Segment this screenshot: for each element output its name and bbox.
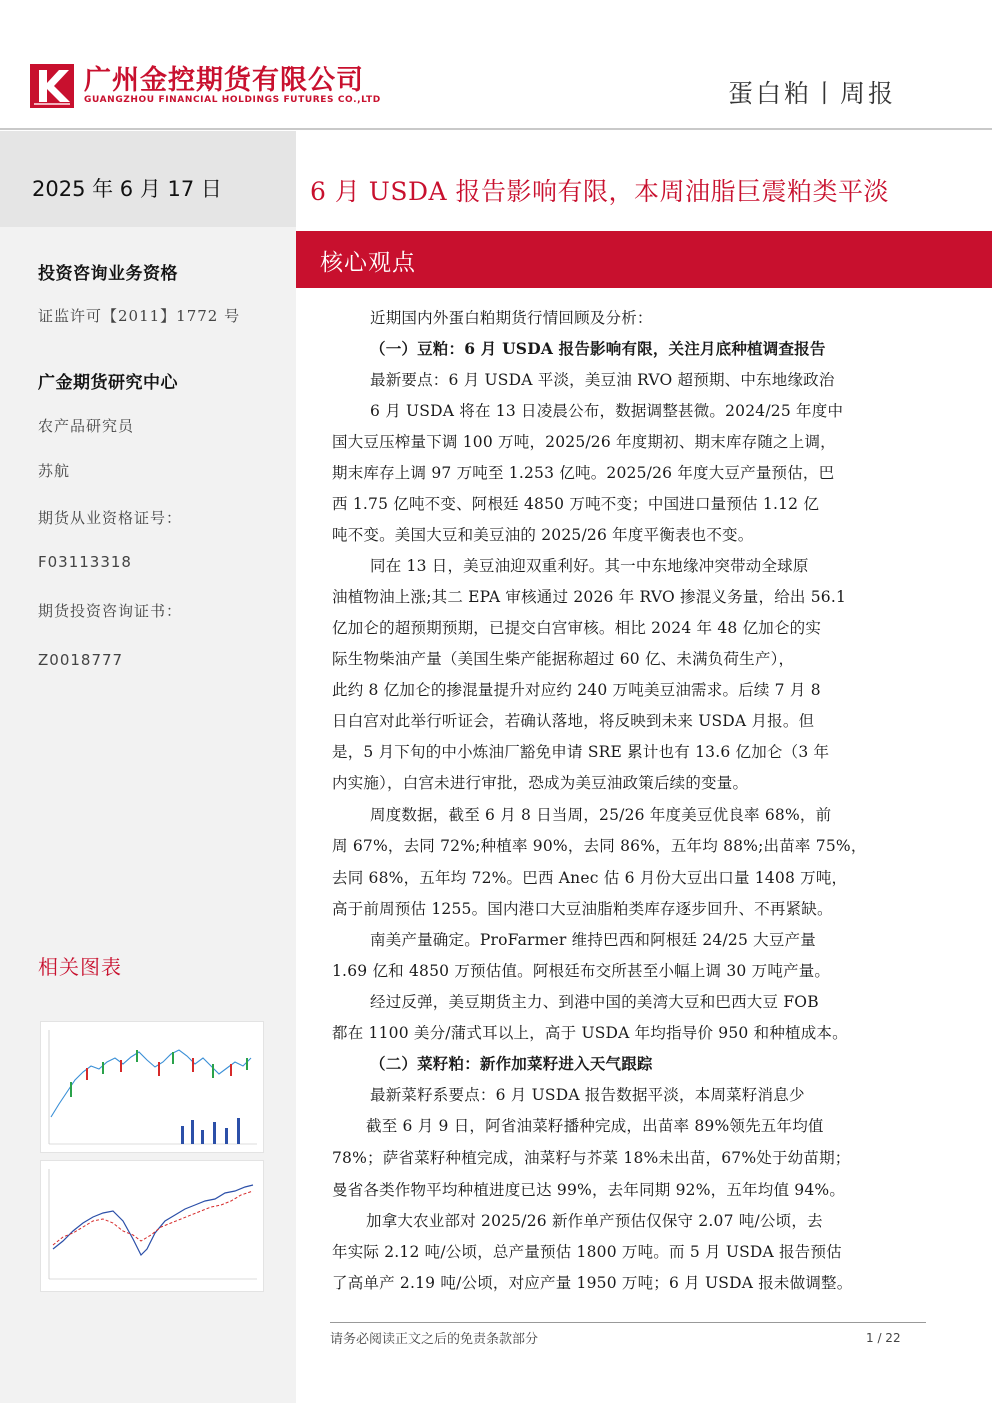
body-line: 期末库存上调 97 万吨至 1.253 亿吨。2025/26 年度大豆产量预估，巴	[332, 464, 835, 482]
body-line: 吨不变。美国大豆和美豆油的 2025/26 年度平衡表也不变。	[332, 526, 754, 544]
report-title: 6 月 USDA 报告影响有限，本周油脂巨震粕类平淡	[310, 177, 890, 206]
related-charts-title: 相关图表	[38, 955, 122, 979]
body-line: 最新要点：6 月 USDA 平淡，美豆油 RVO 超预期、中东地缘政治	[370, 371, 835, 389]
body-line: 曼省各类作物平均种植进度已达 99%，去年同期 92%，五年均值 94%。	[332, 1181, 846, 1199]
related-chart-thumbnail-2[interactable]	[40, 1160, 264, 1292]
body-line: 年实际 2.12 吨/公顷，总产量预估 1800 万吨。而 5 月 USDA 报告预估	[332, 1243, 842, 1261]
body-line: 内实施），白宫未进行审批，恐成为美豆油政策后续的变量。	[332, 774, 749, 792]
document-type: 蛋白粕丨周报	[727, 79, 896, 108]
core-views-label: 核心观点	[320, 250, 416, 276]
analyst-name: 苏航	[38, 462, 71, 480]
body-line: 油植物油上涨;其二 EPA 审核通过 2026 年 RVO 掺混义务量，给出 56.1	[332, 588, 847, 606]
body-line: 此约 8 亿加仑的掺混量提升对应约 240 万吨美豆油需求。后续 7 月 8	[332, 681, 821, 699]
advisory-cert-label: 期货投资咨询证书：	[38, 602, 183, 620]
body-line: 了高单产 2.19 吨/公顷，对应产量 1950 万吨；6 月 USDA 报未做调整。	[332, 1274, 853, 1292]
footer-disclaimer: 请务必阅读正文之后的免责条款部分	[330, 1332, 539, 1347]
body-line: 际生物柴油产量（美国生柴产能据称超过 60 亿、未满负荷生产），	[332, 650, 795, 668]
company-name-en: GUANGZHOU FINANCIAL HOLDINGS FUTURES CO.,LTD	[84, 95, 381, 105]
advisory-cert-number: Z0018777	[38, 651, 124, 669]
body-line: 同在 13 日，美豆油迎双重利好。其一中东地缘冲突带动全球原	[370, 557, 809, 575]
related-chart-thumbnail-1[interactable]	[40, 1021, 264, 1153]
body-line: 日白宫对此举行听证会，若确认落地，将反映到未来 USDA 月报。但	[332, 712, 815, 730]
section-heading-rapeseed-meal: （二）菜籽粕：新作加菜籽进入天气跟踪	[370, 1054, 653, 1073]
body-line: 高于前周预估 1255。国内港口大豆油脂粕类库存逐步回升、不再紧缺。	[332, 900, 833, 918]
body-line: 周度数据，截至 6 月 8 日当周，25/26 年度美豆优良率 68%，前	[370, 806, 832, 824]
body-line: 1.69 亿和 4850 万预估值。阿根廷布交所甚至小幅上调 30 万吨产量。	[332, 962, 831, 980]
analyst-role: 农产品研究员	[38, 417, 135, 435]
body-line: 6 月 USDA 将在 13 日凌晨公布，数据调整甚微。2024/25 年度中	[370, 402, 844, 420]
body-line: 南美产量确定。ProFarmer 维持巴西和阿根廷 24/25 大豆产量	[370, 931, 816, 949]
company-logo-icon	[30, 64, 74, 108]
body-line: 是，5 月下旬的中小炼油厂豁免申请 SRE 累计也有 13.6 亿加仑（3 年	[332, 743, 830, 761]
body-line: 加拿大农业部对 2025/26 新作单产预估仅保守 2.07 吨/公顷，去	[366, 1212, 823, 1230]
body-line: 亿加仑的超预期预期，已提交白宫审核。相比 2024 年 48 亿加仑的实	[332, 619, 822, 637]
body-line: 西 1.75 亿吨不变、阿根廷 4850 万吨不变；中国进口量预估 1.12 亿	[332, 495, 820, 513]
company-name-cn: 广州金控期货有限公司	[84, 65, 364, 96]
body-line: 周 67%，去同 72%;种植率 90%，去同 86%，五年均 88%;出苗率 75%，	[332, 837, 867, 855]
body-line: 都在 1100 美分/蒲式耳以上，高于 USDA 年均指导价 950 和种植成本。	[332, 1024, 848, 1042]
body-line: 最新菜籽系要点：6 月 USDA 报告数据平淡，本周菜籽消息少	[370, 1086, 805, 1104]
futures-cert-number: F03113318	[38, 553, 132, 571]
section-heading-soymeal: （一）豆粕：6 月 USDA 报告影响有限，关注月底种植调查报告	[370, 339, 826, 358]
body-line: 国大豆压榨量下调 100 万吨，2025/26 年度期初、期末库存随之上调，	[332, 433, 836, 451]
body-line: 近期国内外蛋白粕期货行情回顾及分析：	[370, 309, 653, 327]
footer-divider	[330, 1322, 926, 1323]
page-number: 1 / 22	[866, 1331, 901, 1345]
body-line: 截至 6 月 9 日，阿省油菜籽播种完成，出苗率 89%领先五年均值	[366, 1117, 824, 1135]
report-date: 2025 年 6 月 17 日	[32, 177, 222, 201]
body-line: 78%；萨省菜籽种植完成，油菜籽与芥菜 18%未出苗，67%处于幼苗期；	[332, 1149, 851, 1167]
license-number: 证监许可【2011】1772 号	[38, 307, 241, 325]
body-line: 去同 68%，五年均 72%。巴西 Anec 估 6 月份大豆出口量 1408 万吨，	[332, 869, 848, 887]
futures-cert-label: 期货从业资格证号：	[38, 509, 183, 527]
body-line: 经过反弹，美豆期货主力、到港中国的美湾大豆和巴西大豆 FOB	[370, 993, 819, 1011]
qualification-title: 投资咨询业务资格	[38, 264, 178, 284]
research-center: 广金期货研究中心	[38, 373, 178, 393]
header-divider	[0, 128, 992, 130]
